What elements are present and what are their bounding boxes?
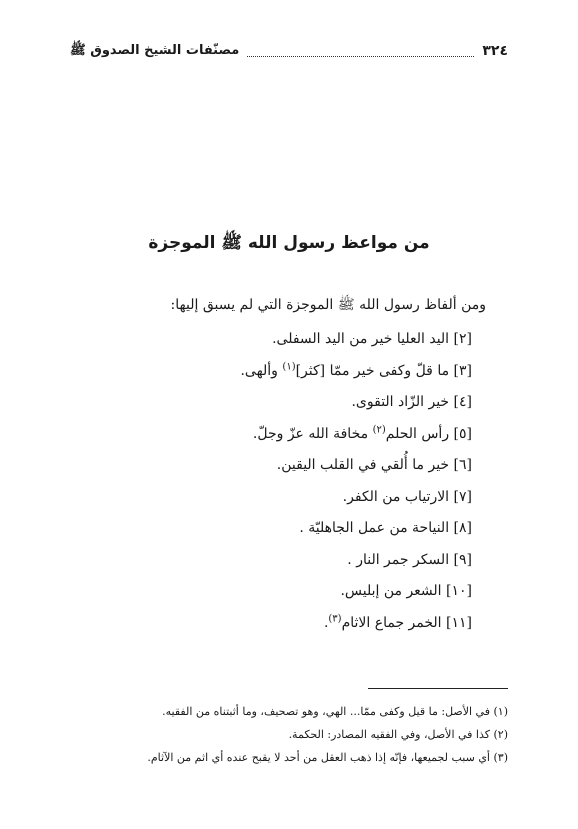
saying-item — [70, 450, 472, 482]
footnote-marker: (١) — [282, 360, 296, 372]
footnote-marker: (٢) — [372, 423, 386, 435]
footnotes-list — [60, 700, 508, 769]
body-text — [70, 292, 486, 639]
footnote-item: (٣) أي سبب لجميعها، فإنّه إذا ذهب العقل من أحد لا يقبح عنده أي اثم من الآثام. — [147, 751, 508, 764]
saying-text: [٤] خير الزّاد التقوى. — [351, 394, 472, 410]
saying-text: [٩] السكر جمر النار . — [347, 551, 472, 568]
page-number: ٣٢٤ — [482, 43, 508, 59]
saying-item — [70, 608, 472, 640]
saying-text: [٨] النياحة من عمل الجاهليّة . — [299, 520, 472, 536]
saying-text: [١١] الخمر جماع الاثام — [341, 614, 472, 631]
saying-item — [70, 513, 472, 545]
running-header — [70, 40, 508, 62]
saying-tail: وألهى. — [240, 362, 283, 379]
footnote-item: (٢) كذا في الأصل، وفي الفقيه المصادر: الحكمة. — [288, 728, 508, 741]
header-dot-leader — [247, 46, 474, 57]
saying-item — [70, 324, 472, 356]
sayings-list — [70, 324, 486, 639]
section-heading: من مواعظ رسول الله ﷺ الموجزة — [148, 233, 430, 253]
footnote-divider — [368, 688, 508, 689]
saying-text: [٢] اليد العليا خير من اليد السفلى. — [272, 331, 472, 347]
saying-item — [70, 576, 472, 608]
saying-item — [70, 356, 472, 388]
saying-item — [70, 419, 472, 451]
saying-item — [70, 387, 472, 419]
saying-text: [٧] الارتياب من الكفر. — [342, 488, 472, 505]
saying-text: [١٠] الشعر من إبليس. — [340, 583, 472, 599]
saying-text: [٥] رأس الحلم — [385, 425, 472, 442]
saying-item — [70, 545, 472, 577]
footnote-item: (١) في الأصل: ما قيل وكفى ممّا... الهي، وهو تصحيف، وما أثبتناه من الفقيه. — [162, 705, 508, 718]
saying-tail: . — [323, 614, 329, 631]
intro-paragraph: ومن ألفاظ رسول الله ﷺ الموجزة التي لم يسبق إليها: — [170, 297, 486, 313]
saying-item — [70, 482, 472, 514]
footnote-marker: (٣) — [328, 612, 342, 624]
saying-text: [٣] ما قلّ وكفى خير ممّا [كثر] — [295, 362, 472, 379]
saying-tail: مخافة الله عزّ وجلّ. — [252, 425, 373, 442]
running-title: مصنّفات الشيخ الصدوق ﷺ — [70, 42, 240, 58]
saying-text: [٦] خير ما أُلقي في القلب اليقين. — [276, 457, 472, 473]
